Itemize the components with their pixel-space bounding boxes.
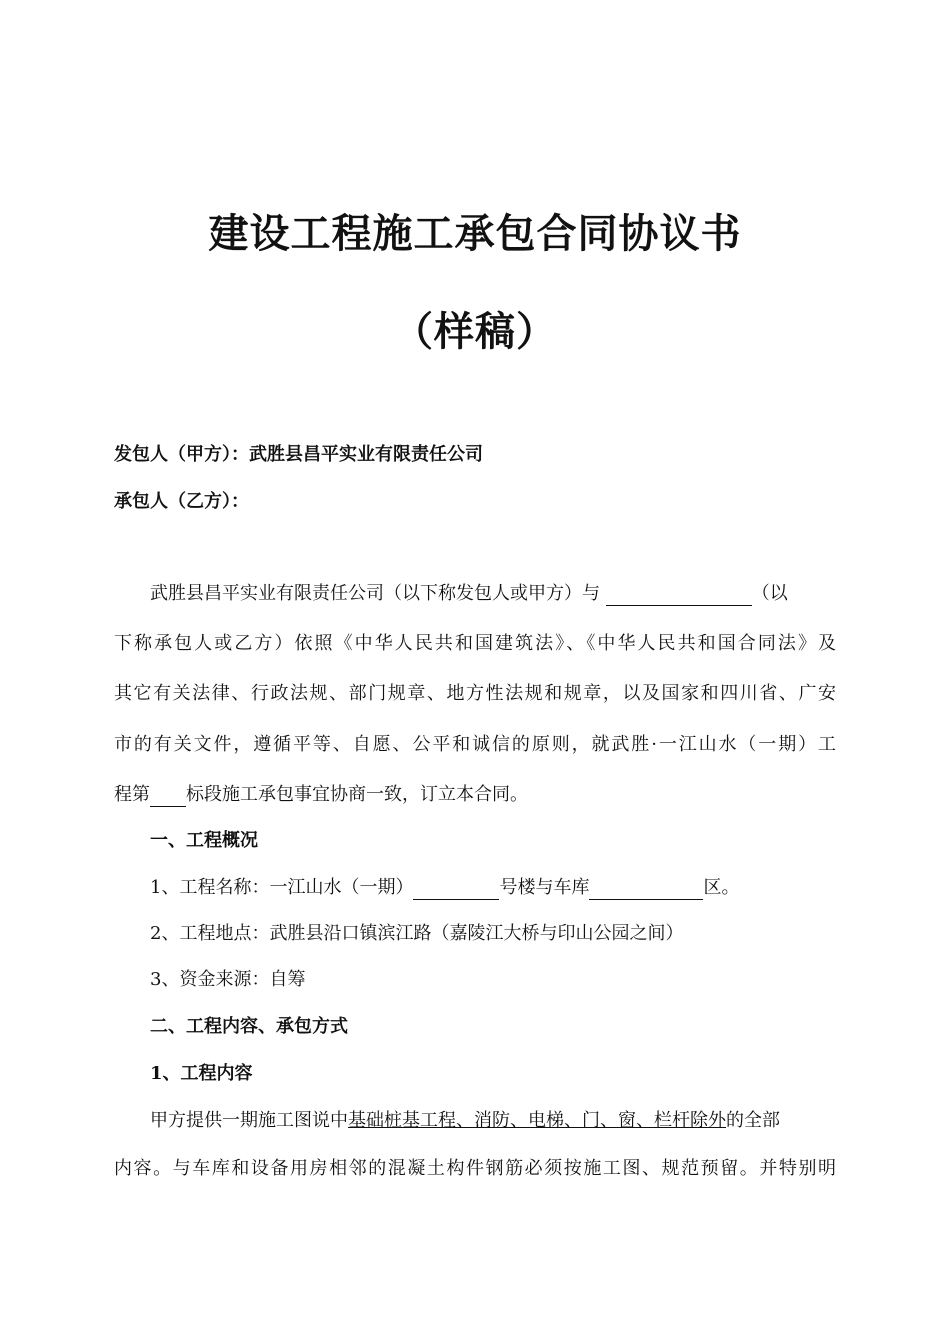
building-number-blank[interactable] — [413, 879, 499, 900]
section-1-item-2: 2、工程地点：武胜县沿口镇滨江路（嘉陵江大桥与印山公园之间） — [150, 923, 684, 944]
section-2-para-line-2: 内容。与车库和设备用房相邻的混凝土构件钢筋必须按施工图、规范预留。并特别明 — [114, 1158, 836, 1179]
section-1-heading: 一、工程概况 — [150, 830, 258, 851]
document-subtitle: （样稿） — [393, 308, 557, 355]
document-title: 建设工程施工承包合同协议书 — [208, 210, 742, 257]
party-a-name: 武胜县昌平实业有限责任公司 — [249, 444, 483, 465]
garage-area-blank[interactable] — [589, 879, 703, 900]
intro-line-2: 下称承包人或乙方）依照《中华人民共和国建筑法》、《中华人民共和国合同法》及 — [114, 633, 836, 654]
section-2-heading: 二、工程内容、承包方式 — [150, 1016, 348, 1037]
party-b-label: 承包人（乙方）： — [114, 491, 249, 512]
intro-line-1 — [150, 582, 836, 606]
intro-text: 标段施工承包事宜协商一致，订立本合同。 — [186, 784, 528, 805]
section-number-blank[interactable] — [150, 786, 186, 807]
item-text: 号楼与车库 — [499, 877, 590, 898]
intro-line-4: 市的有关文件，遵循平等、自愿、公平和诚信的原则，就武胜·一江山水（一期）工 — [114, 734, 836, 755]
intro-text: 程第 — [114, 784, 150, 805]
section-1-item-1 — [150, 876, 836, 900]
intro-line-5 — [114, 783, 836, 807]
party-a-label: 发包人（甲方）： — [114, 444, 249, 465]
party-b-line — [114, 490, 836, 514]
para-text: 的全部 — [726, 1110, 780, 1131]
section-2-para-line-1 — [150, 1109, 836, 1133]
party-a-line — [114, 443, 836, 467]
exclusions-underlined: 基础桩基工程、消防、电梯、门、窗、栏杆除外 — [348, 1110, 726, 1131]
intro-text: 武胜县昌平实业有限责任公司（以下称发包人或甲方）与 — [150, 583, 606, 604]
intro-line-3: 其它有关法律、行政法规、部门规章、地方性法规和规章，以及国家和四川省、广安 — [114, 683, 836, 704]
item-text: 1、工程名称：一江山水（一期） — [150, 877, 414, 898]
item-text: 区。 — [703, 877, 740, 898]
section-1-item-3: 3、资金来源：自筹 — [150, 969, 306, 990]
intro-text: （以 — [751, 583, 788, 604]
para-text: 甲方提供一期施工图说中 — [150, 1110, 348, 1131]
party-b-name-blank[interactable] — [606, 585, 752, 606]
section-2-subheading: 1、工程内容 — [150, 1063, 253, 1084]
